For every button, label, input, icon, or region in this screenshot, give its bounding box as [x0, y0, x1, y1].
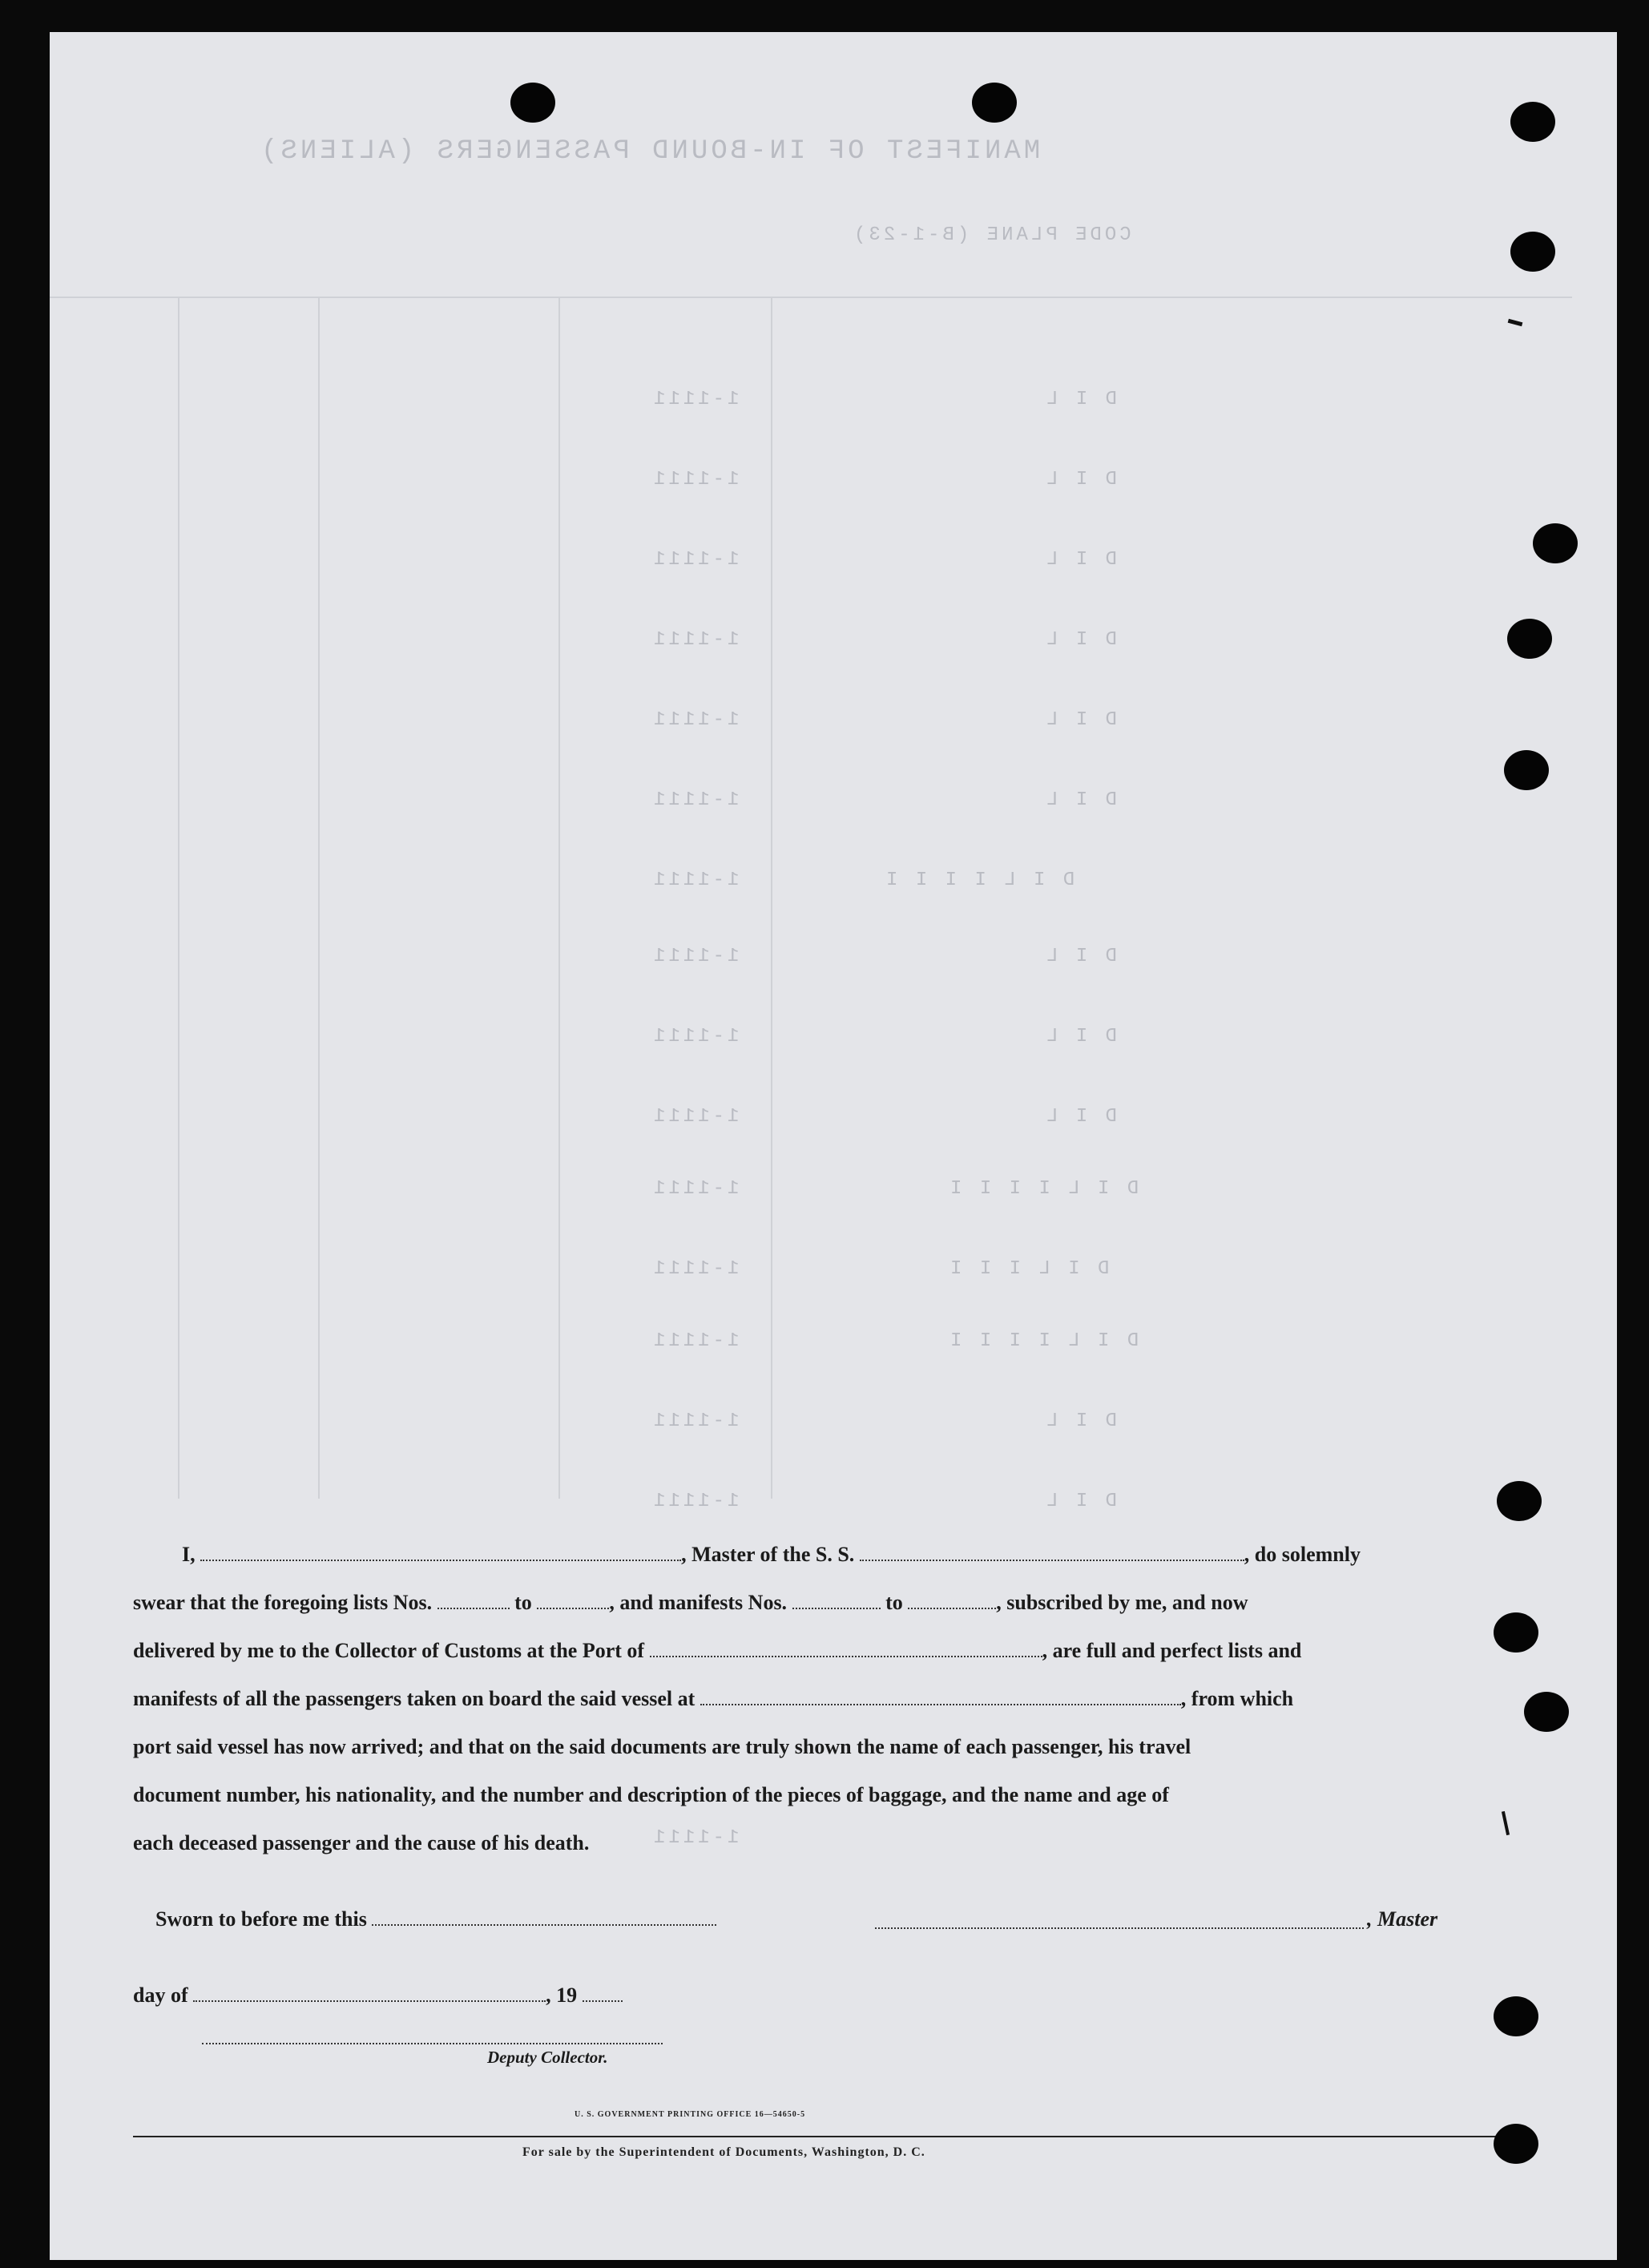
pen-mark: [1508, 319, 1523, 326]
ghost-row: 1-1111: [651, 1178, 740, 1200]
manifest-from-field[interactable]: [792, 1592, 881, 1609]
manifest-to-field[interactable]: [908, 1592, 996, 1609]
deputy-collector-label: Deputy Collector.: [487, 2048, 608, 2067]
oath-line-1: [182, 1543, 1361, 1567]
punch-hole: [972, 83, 1017, 123]
ghost-row: 1-1111: [651, 789, 740, 811]
oath-text: I,: [182, 1543, 196, 1566]
ghost-row: D I L I I I I: [883, 870, 1075, 891]
oath-line-4: [133, 1687, 1293, 1711]
ghost-row: 1-1111: [651, 1410, 740, 1432]
oath-text: , from which: [1180, 1687, 1294, 1710]
ghost-row: D I L: [1043, 629, 1118, 651]
day-of-line: [133, 1983, 623, 2008]
ghost-row: 1-1111: [651, 870, 740, 891]
oath-text: to: [885, 1591, 903, 1614]
sale-notice: For sale by the Superintendent of Documents, Washington, D. C.: [522, 2145, 925, 2159]
deputy-signature-line[interactable]: [202, 2040, 663, 2044]
oath-text: , subscribed by me, and now: [996, 1591, 1248, 1614]
oath-text: , and manifests Nos.: [609, 1591, 788, 1614]
oath-line-7: each deceased passenger and the cause of his death.: [133, 1831, 590, 1854]
punch-hole: [1533, 523, 1578, 563]
oath-text: swear that the foregoing lists Nos.: [133, 1591, 433, 1614]
punch-hole: [1510, 232, 1555, 272]
ghost-rule: [50, 297, 1572, 298]
ghost-row: 1-1111: [651, 1491, 740, 1512]
ghost-row: D I L: [1043, 709, 1118, 731]
ghost-row: D I L: [1043, 469, 1118, 490]
punch-hole: [1494, 1612, 1538, 1653]
punch-hole: [1497, 1481, 1542, 1521]
oath-line-5: port said vessel has now arrived; and that on the said documents are truly shown the name of each passenger, his travel: [133, 1735, 1191, 1758]
ghost-row: 1-1111: [651, 469, 740, 490]
ghost-row: D I L I I I I: [947, 1330, 1139, 1352]
ghost-row: 1-1111: [651, 1827, 740, 1849]
ghost-row: D I L: [1043, 1026, 1118, 1047]
ghost-row: D I L: [1043, 1491, 1118, 1512]
ghost-row: 1-1111: [651, 946, 740, 967]
month-field[interactable]: [193, 1984, 546, 2002]
ghost-row: 1-1111: [651, 389, 740, 410]
master-signature-line[interactable]: [875, 1911, 1364, 1929]
ghost-row: 1-1111: [651, 1330, 740, 1352]
oath-text: Sworn to before me this: [155, 1907, 367, 1931]
list-to-field[interactable]: [537, 1592, 609, 1609]
list-from-field[interactable]: [437, 1592, 510, 1609]
footer-rule: [133, 2136, 1508, 2137]
sworn-prefix: [155, 1907, 716, 1931]
oath-text: delivered by me to the Collector of Customs at the Port of: [133, 1639, 645, 1662]
oath-line-3: [133, 1639, 1301, 1663]
sworn-day-field[interactable]: [372, 1908, 716, 1926]
ghost-rule: [771, 297, 772, 1499]
ghost-row: D I L: [1043, 549, 1118, 571]
oath-text: , 19: [546, 1983, 578, 2007]
oath-text: , Master of the S. S.: [681, 1543, 855, 1566]
oath-text: , do solemnly: [1244, 1543, 1361, 1566]
ghost-row: 1-1111: [651, 1258, 740, 1280]
punch-hole: [1510, 102, 1555, 142]
oath-line-6: document number, his nationality, and the number and description of the pieces of baggage, and the name and age of: [133, 1783, 1169, 1806]
ghost-row: D I L I I I: [947, 1258, 1110, 1280]
pen-mark: [1502, 1811, 1510, 1835]
departure-port-field[interactable]: [700, 1688, 1181, 1705]
master-name-field[interactable]: [200, 1544, 681, 1561]
punch-hole: [1507, 619, 1552, 659]
ghost-heading: CODE PLANE (B-1-23): [851, 224, 1131, 246]
ghost-row: D I L: [1043, 789, 1118, 811]
oath-text: , are full and perfect lists and: [1042, 1639, 1302, 1662]
ghost-rule: [558, 297, 560, 1499]
ghost-row: 1-1111: [651, 1026, 740, 1047]
ghost-row: D I L: [1043, 389, 1118, 410]
ghost-row: D I L I I I I: [947, 1178, 1139, 1200]
oath-line-2: [133, 1591, 1248, 1615]
ghost-row: 1-1111: [651, 549, 740, 571]
ghost-row: D I L: [1043, 1410, 1118, 1432]
port-field[interactable]: [650, 1640, 1042, 1657]
oath-text: manifests of all the passengers taken on board the said vessel at: [133, 1687, 695, 1710]
master-label: , Master: [1367, 1907, 1438, 1931]
ghost-rule: [318, 297, 320, 1499]
gpo-imprint: U. S. GOVERNMENT PRINTING OFFICE 16—54650-5: [575, 2110, 806, 2119]
punch-hole: [510, 83, 555, 123]
oath-text: to: [514, 1591, 532, 1614]
ghost-row: 1-1111: [651, 629, 740, 651]
oath-text: day of: [133, 1983, 188, 2007]
ghost-row: 1-1111: [651, 709, 740, 731]
punch-hole: [1494, 1996, 1538, 2036]
ghost-row: D I L: [1043, 1106, 1118, 1128]
punch-hole: [1504, 750, 1549, 790]
ghost-row: 1-1111: [651, 1106, 740, 1128]
year-field[interactable]: [583, 1984, 623, 2002]
ghost-row: D I L: [1043, 946, 1118, 967]
ship-name-field[interactable]: [860, 1544, 1244, 1561]
punch-hole: [1524, 1692, 1569, 1732]
ghost-heading: MANIFEST OF IN-BOUND PASSENGERS (ALIENS): [258, 136, 1041, 167]
manifest-page: [50, 32, 1617, 2260]
ghost-rule: [178, 297, 179, 1499]
punch-hole: [1494, 2124, 1538, 2164]
